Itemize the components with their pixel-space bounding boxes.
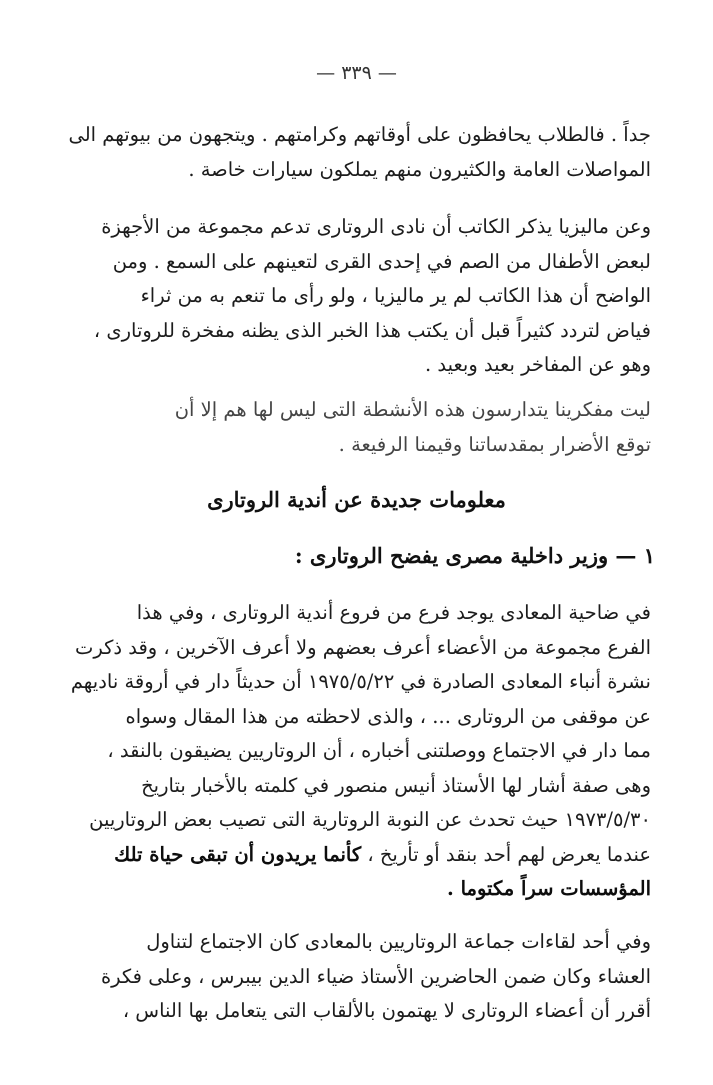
- paragraph-line: عن موقفى من الروتارى ... ، والذى لاحظته من هذا المقال وسواه: [125, 704, 651, 728]
- paragraph-line: وفي أحد لقاءات جماعة الروتاريين بالمعادى كان الاجتماع لتناول: [146, 930, 651, 953]
- paragraph-line: العشاء وكان ضمن الحاضرين الأستاذ ضياء الدين بيبرس ، وعلى فكرة: [100, 964, 651, 988]
- paragraph-line: جداً . فالطلاب يحافظون على أوقاتهم وكرامتهم . ويتجهون من بيوتهم الى: [68, 123, 651, 146]
- paragraph-3: [61, 393, 651, 462]
- paragraph-2: [61, 210, 651, 383]
- paragraph-line: لبعض الأطفال من الصم في إحدى القرى لتعينهم على السمع . ومن: [112, 249, 651, 273]
- section-title: معلومات جديدة عن أندية الروتارى: [207, 487, 506, 512]
- paragraph-line: الواضح أن هذا الكاتب لم ير ماليزيا ، ولو رأى ما تنعم به من ثراء: [140, 284, 651, 307]
- paragraph-line: المواصلات العامة والكثيرون منهم يملكون سيارات خاصة .: [188, 157, 651, 181]
- paragraph-line-mixed: [61, 838, 651, 873]
- paragraph-line: وعن ماليزيا يذكر الكاتب أن نادى الروتارى تدعم مجموعة من الأجهزة: [101, 215, 651, 238]
- paragraph-line: أقرر أن أعضاء الروتارى لا يهتمون بالألقاب التى يتعامل بها الناس ،: [122, 999, 651, 1022]
- paragraph-line: في ضاحية المعادى يوجد فرع من فروع أندية الروتارى ، وفي هذا: [136, 601, 651, 624]
- paragraph-line: ليت مفكرينا يتدارسون هذه الأنشطة التى ليس لها هم إلا أن: [174, 398, 651, 421]
- paragraph-text: عندما يعرض لهم أحد بنقد أو تأريخ ،: [361, 842, 651, 866]
- paragraph-line: ١٩٧٣/٥/٣٠ حيث تحدث عن النوبة الروتارية التى تصيب بعض الروتاريين: [89, 808, 651, 831]
- item-heading: ١ — وزير داخلية مصرى يفضح الروتارى :: [294, 543, 655, 568]
- paragraph-line: مما دار في الاجتماع ووصلتنى أخباره ، أن الروتاريين يضيقون بالنقد ،: [107, 739, 651, 762]
- paragraph-line-bold: المؤسسات سراً مكتوما .: [447, 877, 651, 900]
- paragraph-line: نشرة أنباء المعادى الصادرة في ١٩٧٥/٥/٢٢ أن حديثاً دار في أروقة ناديهم: [70, 670, 651, 693]
- paragraph-5: [61, 925, 651, 1029]
- paragraph-line: توقع الأضرار بمقدساتنا وقيمنا الرفيعة .: [338, 432, 651, 456]
- paragraph-line: وهى صفة أشار لها الأستاذ أنيس منصور في كلمته بالأخبار بتاريخ: [141, 773, 651, 797]
- paragraph-line: وهو عن المفاخر بعيد وبعيد .: [424, 353, 651, 376]
- paragraph-1: [61, 118, 651, 187]
- paragraph-line: الفرع مجموعة من الأعضاء أعرف بعضهم ولا أعرف الآخرين ، وقد ذكرت: [74, 635, 651, 659]
- bold-phrase: كأنما يريدون أن تبقى حياة تلك: [114, 842, 362, 866]
- page-number: — ٣٣٩ —: [316, 62, 397, 84]
- paragraph-4: [61, 596, 651, 907]
- paragraph-line: فياض لتردد كثيراً قبل أن يكتب هذا الخبر الذى يظنه مفخرة للروتارى ،: [93, 318, 651, 342]
